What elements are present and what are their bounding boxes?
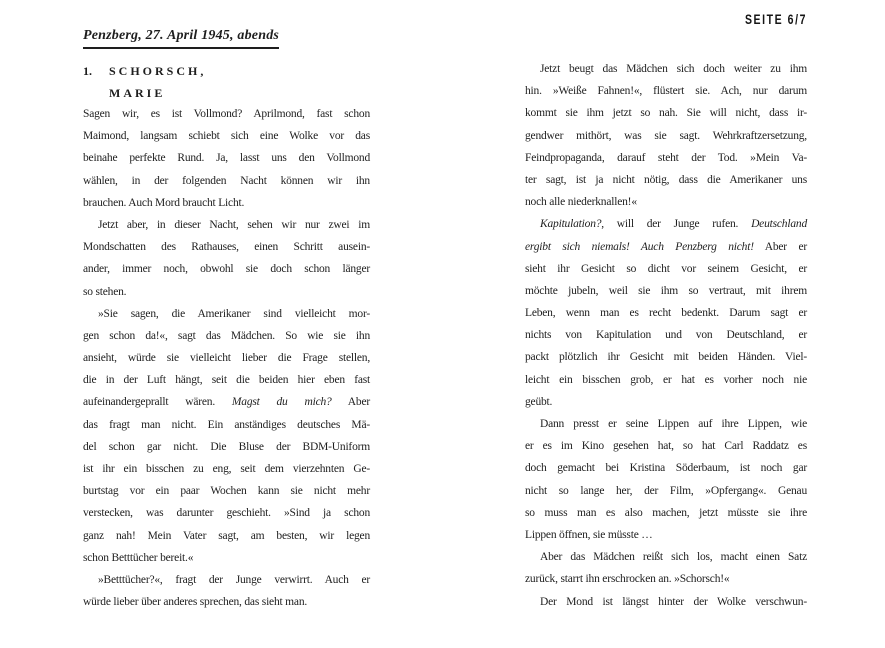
- text-line: [83, 236, 370, 258]
- text-segment: Sagen wir, es ist Vollmond? Aprilmond, fast schon: [83, 108, 370, 120]
- text-segment: nichts von Kapitulation und von Deutschland, er: [525, 329, 807, 342]
- text-segment: Jetzt beugt das Mädchen sich doch weiter zu ihm: [540, 63, 807, 75]
- text-line: [525, 591, 807, 613]
- text-line: [83, 192, 370, 214]
- text-line: [83, 458, 370, 480]
- text-line: [525, 280, 807, 302]
- text-line: [525, 346, 807, 368]
- text-segment: leicht ein bisschen grob, er hat es vorher noch nie: [525, 373, 807, 386]
- left-page-text-column: [83, 103, 370, 613]
- chapter-number: 1.: [83, 64, 92, 78]
- text-segment: packt plötzlich ihr Gesicht mit beiden Händen. Viel-: [525, 351, 807, 364]
- text-segment: Maimond, langsam schiebt sich eine Wolke vor das: [83, 130, 370, 143]
- text-line: [83, 480, 370, 502]
- page-indicator: SEITE 6/7: [744, 12, 807, 27]
- text-line: [83, 569, 370, 591]
- text-line: [525, 502, 807, 524]
- chapter-heading: [83, 60, 206, 104]
- text-line: [83, 391, 370, 413]
- text-line: [525, 435, 807, 457]
- text-line: [525, 147, 807, 169]
- text-line: [525, 480, 807, 502]
- right-page-text-column: [525, 58, 807, 613]
- italic-text-segment: ergibt sich niemals! Auch Penzberg nicht!: [525, 240, 754, 253]
- text-segment: »Betttücher?«, fragt der Junge verwirrt. Auch er: [98, 573, 370, 586]
- text-segment: noch alle niederknallen!«: [525, 196, 637, 209]
- text-line: [83, 436, 370, 458]
- text-segment: Der Mond ist längst hinter der Wolke verschwun-: [540, 595, 807, 608]
- text-line: [525, 457, 807, 479]
- text-segment: Dann presst er seine Lippen auf ihre Lippen, wie: [540, 418, 807, 430]
- text-line: [525, 258, 807, 280]
- text-segment: wählen, in der folgenden Nacht können wir ihn: [83, 174, 370, 187]
- italic-text-segment: Deutschland: [751, 218, 807, 231]
- text-line: [83, 125, 370, 147]
- text-segment: beinahe perfekte Rund. Ja, lasst uns den Vollmond: [83, 152, 370, 165]
- text-segment: Aber: [331, 396, 370, 409]
- text-segment: schon Betttücher bereit.«: [83, 551, 194, 564]
- text-line: [525, 369, 807, 391]
- text-segment: doch gemacht bei Kristina Söderbaum, ist noch gar: [525, 462, 807, 475]
- text-segment: Mondschatten des Rathauses, einen Schritt ausein-: [83, 241, 370, 254]
- chapter-character-first: SCHORSCH,: [109, 64, 207, 78]
- text-segment: Aber das Mädchen reißt sich los, macht einen Satz: [540, 551, 807, 564]
- text-line: [525, 58, 807, 80]
- text-line: [525, 391, 807, 413]
- text-segment: , will der Junge rufen.: [601, 218, 752, 231]
- text-line: [83, 414, 370, 436]
- text-line: [83, 502, 370, 524]
- text-segment: ansieht, würde sie vielleicht lieber die Frage stellen,: [83, 352, 370, 365]
- text-segment: hin. »Weiße Fahnen!«, flüstert sie. Ach, nur darum: [525, 85, 807, 98]
- text-line: [83, 325, 370, 347]
- italic-text-segment: Kapitulation?: [540, 218, 602, 231]
- text-segment: zurück, starrt ihn erschrocken an. »Schorsch!«: [525, 573, 730, 586]
- text-segment: geübt.: [525, 395, 553, 408]
- text-segment: gendwer mithört, was sie sagt. Wehrkraftzersetzung,: [525, 129, 807, 142]
- text-segment: Jetzt aber, in dieser Nacht, sehen wir nur zwei im: [98, 218, 370, 231]
- text-line: [83, 369, 370, 391]
- text-segment: Aber er: [753, 240, 807, 253]
- text-line: [525, 302, 807, 324]
- text-line: [525, 524, 807, 546]
- text-segment: Lippen öffnen, sie müsste …: [525, 528, 653, 541]
- text-line: [525, 324, 807, 346]
- text-segment: nicht so lange her, der Film, »Opfergang«. Genau: [525, 484, 807, 497]
- text-segment: so stehen.: [83, 285, 127, 298]
- text-line: [83, 347, 370, 369]
- text-segment: Feindpropaganda, darauf steht der Tod. »Mein Va-: [525, 151, 807, 164]
- chapter-dateline: Penzberg, 27. April 1945, abends: [83, 28, 279, 49]
- text-line: [525, 191, 807, 213]
- text-segment: das fragt man nicht. Ein anständiges deutsches Mä-: [83, 418, 370, 431]
- text-line: [525, 413, 807, 435]
- text-segment: verstecken, was darunter geschieht. »Sind ja schon: [83, 507, 370, 520]
- text-segment: burtstag vor ein paar Wochen kann sie nicht mehr: [83, 485, 370, 498]
- text-line: [83, 170, 370, 192]
- text-segment: würde lieber über anderes sprechen, das sieht man.: [83, 596, 308, 609]
- chapter-character-second: MARIE: [109, 86, 166, 100]
- text-segment: kommt sie ihm jetzt so nah. Sie will nicht, dass ir-: [525, 107, 807, 120]
- text-line: [525, 102, 807, 124]
- text-segment: ist ihr ein bisschen zu eng, seit dem vierzehnten Ge-: [83, 463, 370, 475]
- text-line: [83, 281, 370, 303]
- text-segment: aufeinandergeprallt wären.: [83, 396, 232, 409]
- text-line: [83, 103, 370, 125]
- text-segment: brauchen. Auch Mord braucht Licht.: [83, 196, 245, 209]
- text-segment: gen schon da!«, sagt das Mädchen. So wie sie ihn: [83, 329, 370, 342]
- text-line: [83, 258, 370, 280]
- text-segment: del schon gar nicht. Die Bluse der BDM-Uniform: [83, 440, 370, 453]
- text-line: [83, 525, 370, 547]
- text-line: [83, 547, 370, 569]
- text-segment: so muss man es also machen, jetzt müsste sie ihre: [525, 506, 807, 519]
- text-line: [525, 236, 807, 258]
- text-segment: ter sagt, ist ja nicht nötig, dass die Amerikaner uns: [525, 173, 807, 186]
- text-segment: ander, immer noch, obwohl sie doch schon länger: [83, 263, 370, 276]
- text-line: [83, 214, 370, 236]
- italic-text-segment: Magst du mich?: [231, 396, 332, 409]
- chapter-character-names: [109, 60, 206, 104]
- text-segment: sieht ihr Gesicht so dicht vor seinem Gesicht, er: [525, 262, 807, 275]
- text-line: [83, 147, 370, 169]
- text-segment: Leben, wenn man es recht bedenkt. Darum sagt er: [525, 307, 807, 320]
- text-line: [525, 169, 807, 191]
- text-segment: »Sie sagen, die Amerikaner sind vielleicht mor-: [98, 307, 370, 320]
- text-line: [525, 80, 807, 102]
- text-segment: ganz nah! Mein Vater sagt, am besten, wir legen: [83, 529, 370, 542]
- text-line: [525, 125, 807, 147]
- text-line: [83, 591, 370, 613]
- text-segment: die in der Luft hängt, seit die beiden hier eben fast: [83, 374, 370, 387]
- text-segment: er es im Kino gesehen hat, so hat Carl Raddatz es: [525, 440, 807, 453]
- text-line: [525, 546, 807, 568]
- text-segment: möchte jubeln, weil sie ihm so vertraut, mit ihrem: [525, 284, 807, 297]
- text-line: [83, 303, 370, 325]
- text-line: [525, 213, 807, 235]
- text-line: [525, 568, 807, 590]
